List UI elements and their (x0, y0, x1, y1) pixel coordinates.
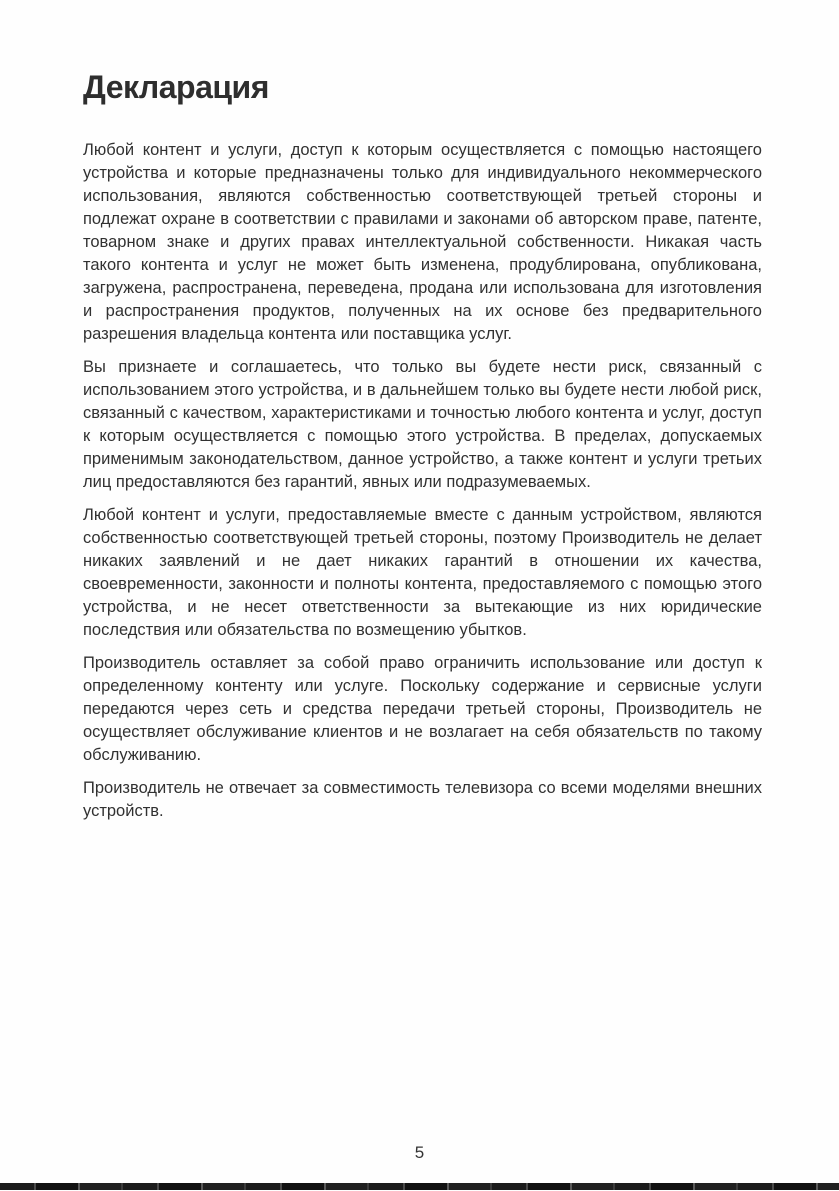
text-column (83, 0, 762, 833)
paragraph-1: Любой контент и услуги, доступ к которым осуществляется с помощью настоящего устройства и которые предназначены только для индивидуального некоммерческого использования, являются собственностью соответствующей третьей стороны и подлежат охране в соответствии с правилами и законами об авторском праве, патенте, товарном знаке и других правах интеллектуальной собственности. Никакая часть такого контента и услуг не может быть изменена, продублирована, опубликована, загружена, распространена, переведена, продана или использована для изготовления и распространения продуктов, полученных на их основе без предварительного разрешения владельца контента или поставщика услуг. (83, 141, 762, 344)
page-title: Декларация (83, 69, 269, 105)
paragraph-2: Вы признаете и соглашаетесь, что только вы будете нести риск, связанный с использованием этого устройства, и в дальнейшем только вы будете нести любой риск, связанный с качеством, характеристиками и точностью любого контента и услуг, доступ к которым осуществляется с помощью этого устройства. В пределах, допускаемых применимым законодательством, данное устройство, а также контент и услуги третьих лиц предоставляются без гарантий, явных или подразумеваемых. (83, 358, 762, 492)
scan-edge-artifact (0, 1183, 839, 1190)
paragraph-3: Любой контент и услуги, предоставляемые вместе с данным устройством, являются собственностью соответствующей третьей стороны, поэтому Производитель не делает никаких заявлений и не дает никаких гарантий в отношении их качества, своевременности, законности и полноты контента, предоставляемого с помощью этого устройства, и не несет ответственности за вытекающие из них юридические последствия или обязательства по возмещению убытков. (83, 506, 762, 640)
paragraph-4: Производитель оставляет за собой право ограничить использование или доступ к определенному контенту или услуге. Поскольку содержание и сервисные услуги передаются через сеть и средства передачи третьей стороны, Производитель не осуществляет обслуживание клиентов и не возлагает на себя обязательств по такому обслуживанию. (83, 654, 762, 765)
paragraph-5: Производитель не отвечает за совместимость телевизора со всеми моделями внешних устройств. (83, 779, 762, 821)
page-number: 5 (414, 1143, 425, 1162)
